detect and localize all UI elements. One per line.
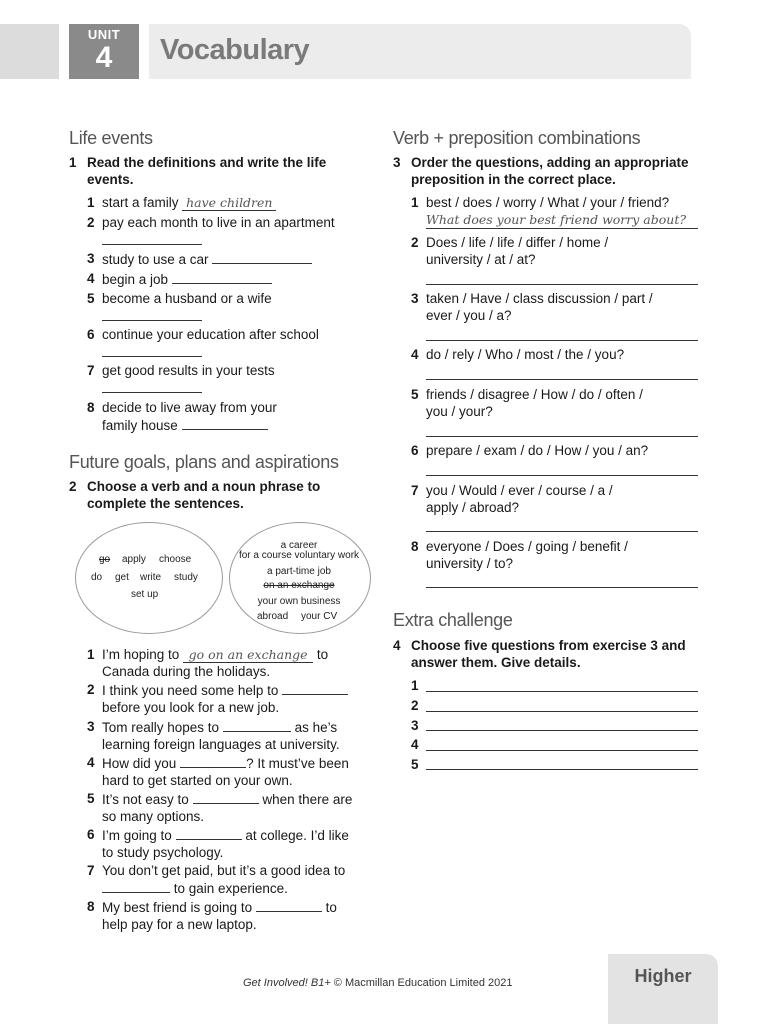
answer-line[interactable] — [426, 379, 698, 380]
item-text: decide to live away from your family house — [102, 400, 277, 433]
answer-field[interactable] — [102, 880, 170, 893]
answer-line[interactable] — [426, 750, 698, 751]
item-text: you / Would / ever / course / a / — [426, 483, 613, 498]
item-text: continue your education after school — [102, 327, 319, 342]
item-text: get good results in your tests — [102, 363, 275, 378]
answer-field[interactable]: What does your best friend worry about? — [426, 212, 698, 230]
list-item: 6 prepare / exam / do / How / you / an? — [411, 443, 649, 458]
noun-phrase: abroad — [257, 611, 289, 622]
answer-line[interactable] — [426, 587, 698, 588]
answer-field[interactable] — [193, 791, 259, 804]
nouns-oval — [229, 522, 371, 634]
item-text: you / your? — [426, 403, 493, 419]
answer-line-number: 1 — [411, 678, 419, 693]
answer-line-number: 5 — [411, 757, 419, 772]
answer-line[interactable] — [426, 730, 698, 731]
noun-phrase: your own business — [257, 596, 341, 607]
item-text: friends / disagree / How / do / often / — [426, 387, 643, 402]
exercise-number: 2 — [69, 479, 77, 494]
list-item: 5 friends / disagree / How / do / often / you / your? — [411, 387, 643, 419]
list-item: 3 study to use a car — [102, 251, 312, 269]
exercise-2-instruction — [69, 478, 347, 512]
section-heading-verb-preposition: Verb + preposition combinations — [393, 128, 641, 148]
noun-phrase: a part-time job — [267, 566, 331, 577]
unit-label: UNIT — [87, 27, 121, 42]
verb-word: set up — [131, 589, 159, 600]
unit-badge — [69, 24, 139, 79]
answer-field[interactable] — [180, 755, 246, 768]
answer-field[interactable] — [102, 308, 202, 321]
copyright-text: © Macmillan Education Limited 2021 — [330, 977, 513, 989]
list-item: 1 best / does / worry / What / your / friend? What does your best friend worry about? — [426, 195, 706, 229]
section-heading-life-events: Life events — [69, 128, 153, 148]
answer-field[interactable] — [212, 251, 312, 264]
list-item: 3 taken / Have / class discussion / part / ever / you / a? — [411, 291, 653, 323]
verb-word: choose — [159, 554, 192, 565]
instruction-text: Read the definitions and write the life events. — [87, 155, 327, 187]
item-text: study to use a car — [102, 252, 209, 267]
exercise-4-instruction — [393, 637, 706, 671]
section-heading-extra-challenge: Extra challenge — [393, 610, 513, 630]
list-item: 8 My best friend is going to to help pay for a new laptop. — [87, 899, 337, 932]
unit-number: 4 — [95, 41, 113, 74]
answer-field[interactable] — [102, 232, 202, 245]
list-item: 7 you / Would / ever / course / a / apply / abroad? — [411, 483, 613, 515]
page-title: Vocabulary — [160, 34, 310, 66]
item-text: everyone / Does / going / benefit / — [426, 539, 628, 554]
answer-field[interactable] — [172, 271, 272, 284]
item-text: become a husband or a wife — [102, 291, 272, 306]
level-tab — [608, 954, 718, 1024]
answer-line[interactable] — [426, 711, 698, 712]
verb-word: do — [91, 572, 103, 583]
answer-field[interactable] — [102, 344, 202, 357]
item-text: university / at / at? — [426, 251, 536, 267]
exercise-number: 4 — [393, 638, 401, 653]
verb-word: go — [99, 554, 111, 565]
answer-field[interactable] — [223, 719, 291, 732]
answer-field[interactable] — [176, 827, 242, 840]
list-item: 2 Does / life / life / differ / home / university / at / at? — [411, 235, 609, 267]
list-item: 4 How did you ? It must’ve been hard to get started on your own. — [87, 755, 349, 788]
answer-line[interactable] — [426, 340, 698, 341]
item-text: ever / you / a? — [426, 307, 512, 323]
answer-field[interactable] — [182, 417, 268, 430]
list-item: 6 continue your education after school — [102, 327, 362, 361]
list-item: 5 become a husband or a wife — [102, 291, 362, 325]
item-text: start a family — [102, 195, 179, 210]
answer-line[interactable] — [426, 769, 698, 770]
list-item: 2 I think you need some help to before you look for a new job. — [102, 682, 377, 716]
answer-field[interactable] — [102, 380, 202, 393]
section-heading-future-goals: Future goals, plans and aspirations — [69, 452, 339, 472]
item-text: prepare / exam / do / How / you / an? — [426, 443, 649, 458]
answer-line[interactable] — [426, 691, 698, 692]
noun-phrase: a career — [280, 540, 318, 551]
exercise-3-instruction — [393, 154, 701, 188]
list-item: 4 do / rely / Who / most / the / you? — [411, 347, 625, 362]
noun-phrase: on an exchange — [263, 580, 335, 591]
answer-field[interactable]: have children — [182, 196, 276, 211]
item-text: Does / life / life / differ / home / — [426, 235, 609, 250]
item-text: taken / Have / class discussion / part / — [426, 291, 653, 306]
noun-phrase: for a course voluntary work — [238, 550, 360, 561]
exercise-1-instruction — [69, 154, 332, 188]
item-text: apply / abroad? — [426, 499, 520, 515]
item-text: university / to? — [426, 555, 514, 571]
answer-line[interactable] — [426, 284, 698, 285]
list-item: 8 everyone / Does / going / benefit / university / to? — [411, 539, 628, 571]
list-item: 5 It’s not easy to when there are so many options. — [87, 791, 353, 824]
list-item: 6 I’m going to at college. I’d like to study psychology. — [87, 827, 349, 860]
list-item: 1 I’m hoping to go on an exchange to Canada during the holidays. — [87, 647, 329, 679]
item-text: begin a job — [102, 272, 169, 287]
answer-line-number: 4 — [411, 737, 419, 752]
exercise-number: 3 — [393, 155, 401, 170]
instruction-text: Choose a verb and a noun phrase to complete the sentences. — [87, 479, 321, 511]
header-left-block — [0, 24, 59, 79]
answer-field[interactable]: go on an exchange — [183, 648, 313, 663]
level-label: Higher — [634, 966, 692, 986]
answer-field[interactable] — [256, 899, 322, 912]
list-item: 8 decide to live away from your family house — [87, 400, 277, 433]
answer-line[interactable] — [426, 475, 698, 476]
answer-field[interactable] — [282, 682, 348, 695]
list-item: 4 begin a job — [102, 271, 272, 289]
answer-line-number: 3 — [411, 718, 419, 733]
book-title: Get Involved! B1+ — [243, 977, 331, 989]
list-item: 7 You don’t get paid, but it’s a good idea to to gain experience. — [87, 863, 346, 896]
list-item: 7 get good results in your tests — [102, 363, 362, 397]
item-text: best / does / worry / What / your / friend? — [426, 195, 670, 210]
list-item: 3 Tom really hopes to as he’s learning foreign languages at university. — [87, 719, 340, 752]
list-item: 2 pay each month to live in an apartment — [102, 215, 362, 249]
verb-word: study — [174, 572, 198, 583]
answer-line[interactable] — [426, 436, 698, 437]
verb-word: apply — [122, 554, 146, 565]
title-bar — [149, 24, 691, 79]
verb-word: get — [115, 572, 129, 583]
item-text: pay each month to live in an apartment — [102, 215, 335, 230]
answer-line[interactable] — [426, 531, 698, 532]
noun-phrase: your CV — [301, 611, 338, 622]
verb-word: write — [140, 572, 162, 583]
item-text: do / rely / Who / most / the / you? — [426, 347, 625, 362]
footer-copyright — [243, 977, 513, 989]
answer-line-number: 2 — [411, 698, 419, 713]
instruction-text: Choose five questions from exercise 3 and answer them. Give details. — [411, 638, 686, 670]
list-item: 1 start a family have children — [102, 195, 276, 212]
exercise-number: 1 — [69, 155, 77, 170]
instruction-text: Order the questions, adding an appropriate preposition in the correct place. — [411, 155, 689, 187]
